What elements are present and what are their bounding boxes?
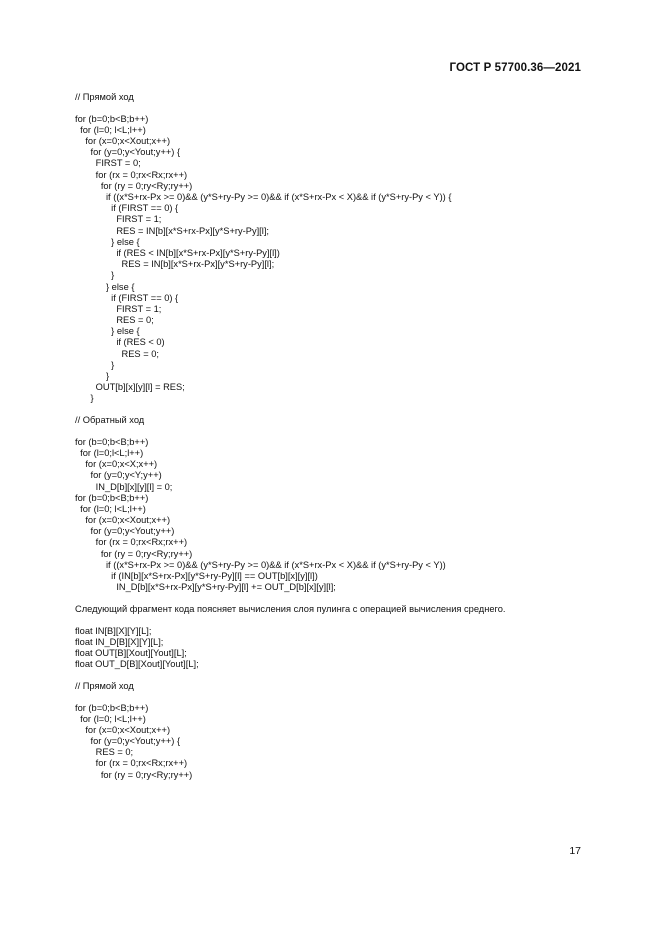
- code-line: } else {: [75, 236, 140, 247]
- code-comment: // Прямой ход: [75, 680, 134, 691]
- code-line: float IN[B][X][Y][L];: [75, 625, 152, 636]
- code-line: if (FIRST == 0) {: [75, 203, 179, 214]
- code-line: for (y=0;y<Yout;y++): [75, 526, 175, 537]
- blank-line: [75, 405, 595, 416]
- code-line: OUT[b][x][y][l] = RES;: [75, 382, 185, 393]
- code-line: FIRST = 0;: [75, 158, 141, 169]
- code-line: }: [75, 393, 94, 404]
- code-line: for (rx = 0;rx<Rx;rx++): [75, 758, 188, 769]
- code-line: for (x=0;x<Xout;x++): [75, 515, 171, 526]
- code-line: RES = 0;: [75, 315, 154, 326]
- code-block-max-pooling: [75, 92, 595, 593]
- code-line: for (b=0;b<B;b++): [75, 436, 149, 447]
- code-line: for (b=0;b<B;b++): [75, 702, 149, 713]
- code-line: for (rx = 0;rx<Rx;rx++): [75, 169, 188, 180]
- code-line: if (IN[b][x*S+rx-Px][y*S+ry-Py][l] == OUT[b][x][y][l]): [75, 571, 318, 581]
- code-line: for (l=0; l<L;l++): [75, 713, 146, 724]
- code-line: FIRST = 1;: [75, 214, 162, 225]
- code-line: for (ry = 0;ry<Ry;ry++): [75, 548, 193, 559]
- code-line: RES = IN[b][x*S+rx-Px][y*S+ry-Py][l];: [75, 259, 275, 270]
- code-line: if (RES < IN[b][x*S+rx-Px][y*S+ry-Py][l]): [75, 247, 280, 258]
- code-comment: // Обратный ход: [75, 415, 145, 426]
- code-block-average-pooling: [75, 626, 595, 781]
- code-line: } else {: [75, 326, 140, 337]
- code-line: float OUT[B][Xout][Yout][L];: [75, 647, 187, 658]
- code-line: for (b=0;b<B;b++): [75, 492, 149, 503]
- code-line: float OUT_D[B][Xout][Yout][L];: [75, 659, 199, 670]
- code-line: for (x=0;x<Xout;x++): [75, 724, 171, 735]
- paragraph-average-pooling-intro: Следующий фрагмент кода поясняет вычисления слоя пулинга с операцией вычисления среднего.: [75, 603, 506, 614]
- code-line: for (l=0;l<L;l++): [75, 447, 144, 458]
- code-line: IN_D[b][x][y][l] = 0;: [75, 481, 173, 492]
- code-line: for (b=0;b<B;b++): [75, 113, 149, 124]
- blank-line: [75, 670, 595, 681]
- blank-line: [75, 426, 595, 437]
- code-line: RES = IN[b][x*S+rx-Px][y*S+ry-Py][l];: [75, 225, 269, 236]
- code-line: for (ry = 0;ry<Ry;ry++): [75, 769, 193, 780]
- blank-line: [75, 103, 595, 114]
- spacer: [75, 593, 595, 604]
- code-line: for (x=0;x<Xout;x++): [75, 136, 171, 147]
- code-line: }: [75, 359, 115, 370]
- code-line: for (rx = 0;rx<Rx;rx++): [75, 537, 188, 548]
- code-line: RES = 0;: [75, 348, 159, 359]
- code-line: for (y=0;y<Y;y++): [75, 470, 162, 481]
- code-line: if ((x*S+rx-Px >= 0)&& (y*S+ry-Py >= 0)&& if (x*S+rx-Px < X)&& if (y*S+ry-Py < Y)) {: [75, 192, 452, 202]
- page-number: 17: [569, 845, 581, 857]
- code-line: } else {: [75, 281, 135, 292]
- code-line: FIRST = 1;: [75, 303, 162, 314]
- code-line: if ((x*S+rx-Px >= 0)&& (y*S+ry-Py >= 0)&& if (x*S+rx-Px < X)&& if (y*S+ry-Py < Y)): [75, 559, 446, 570]
- code-line: }: [75, 371, 110, 381]
- code-line: for (x=0;x<X;x++): [75, 459, 158, 470]
- code-line: for (ry = 0;ry<Ry;ry++): [75, 180, 193, 191]
- code-line: for (l=0; l<L;l++): [75, 503, 146, 514]
- code-comment: // Прямой ход: [75, 92, 134, 102]
- code-line: if (RES < 0): [75, 337, 165, 348]
- standard-designation: ГОСТ Р 57700.36—2021: [449, 62, 581, 74]
- code-line: for (y=0;y<Yout;y++) {: [75, 147, 181, 158]
- code-line: }: [75, 270, 115, 281]
- code-line: float IN_D[B][X][Y][L];: [75, 636, 164, 647]
- code-line: if (FIRST == 0) {: [75, 292, 179, 303]
- blank-line: [75, 692, 595, 703]
- code-line: for (y=0;y<Yout;y++) {: [75, 736, 181, 747]
- document-body: [75, 92, 595, 781]
- spacer: [75, 615, 595, 626]
- code-line: for (l=0; l<L;l++): [75, 124, 146, 135]
- code-line: RES = 0;: [75, 747, 134, 758]
- code-line: IN_D[b][x*S+rx-Px][y*S+ry-Py][l] += OUT_D[b][x][y][l];: [75, 582, 336, 593]
